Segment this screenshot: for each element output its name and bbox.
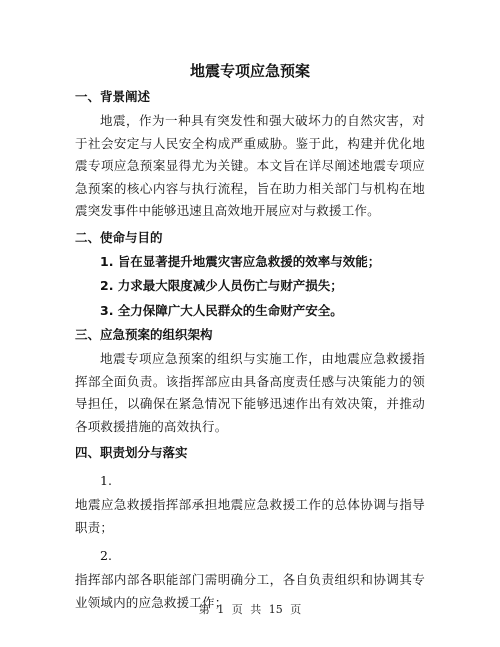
responsibility-text-1: 地震应急救援指挥部承担地震应急救援工作的总体协调与指导职责； [75,497,425,535]
responsibility-text-2: 指挥部内部各职能部门需明确分工，各自负责组织和协调其专业领域内的应急救援工作； [75,572,425,610]
section-paragraph-organization: 地震专项应急预案的组织与实施工作，由地震应急救援指挥部全面负责。该指挥部应由具备高度责任感与决策能力的领导担任，以确保在紧急情况下能够迅速作出有效决策，并推动各项救援措施的高效执行。 [75,351,425,434]
responsibility-number-2: 2. [100,548,112,563]
section-paragraph-background: 地震，作为一种具有突发性和强大破坏力的自然灾害，对于社会安定与人民安全构成严重威胁。鉴于此，构建并优化地震专项应急预案显得尤为关键。本文旨在详尽阐述地震专项应急预案的核心内容与执行流程，旨在助力相关部门与机构在地震突发事件中能够迅速且高效地开展应对与救援工作。 [75,113,425,218]
document-title: 地震专项应急预案 [189,62,310,80]
mission-item-1: 1. 旨在显著提升地震灾害应急救援的效率与效能； [100,253,381,269]
mission-item-2: 2. 力求最大限度减少人员伤亡与财产损失； [100,278,343,293]
mission-item-3: 3. 全力保障广大人民群众的生命财产安全。 [100,302,343,318]
section-heading-mission: 二、使命与目的 [75,229,163,245]
page-footer: 第 1 页 共 15 页 [198,603,302,616]
section-heading-background: 一、背景阐述 [75,89,151,104]
section-heading-organization: 三、应急预案的组织架构 [75,327,213,342]
responsibility-number-1: 1. [100,473,112,488]
document-body [75,84,425,618]
section-heading-responsibilities: 四、职责划分与落实 [75,445,188,460]
